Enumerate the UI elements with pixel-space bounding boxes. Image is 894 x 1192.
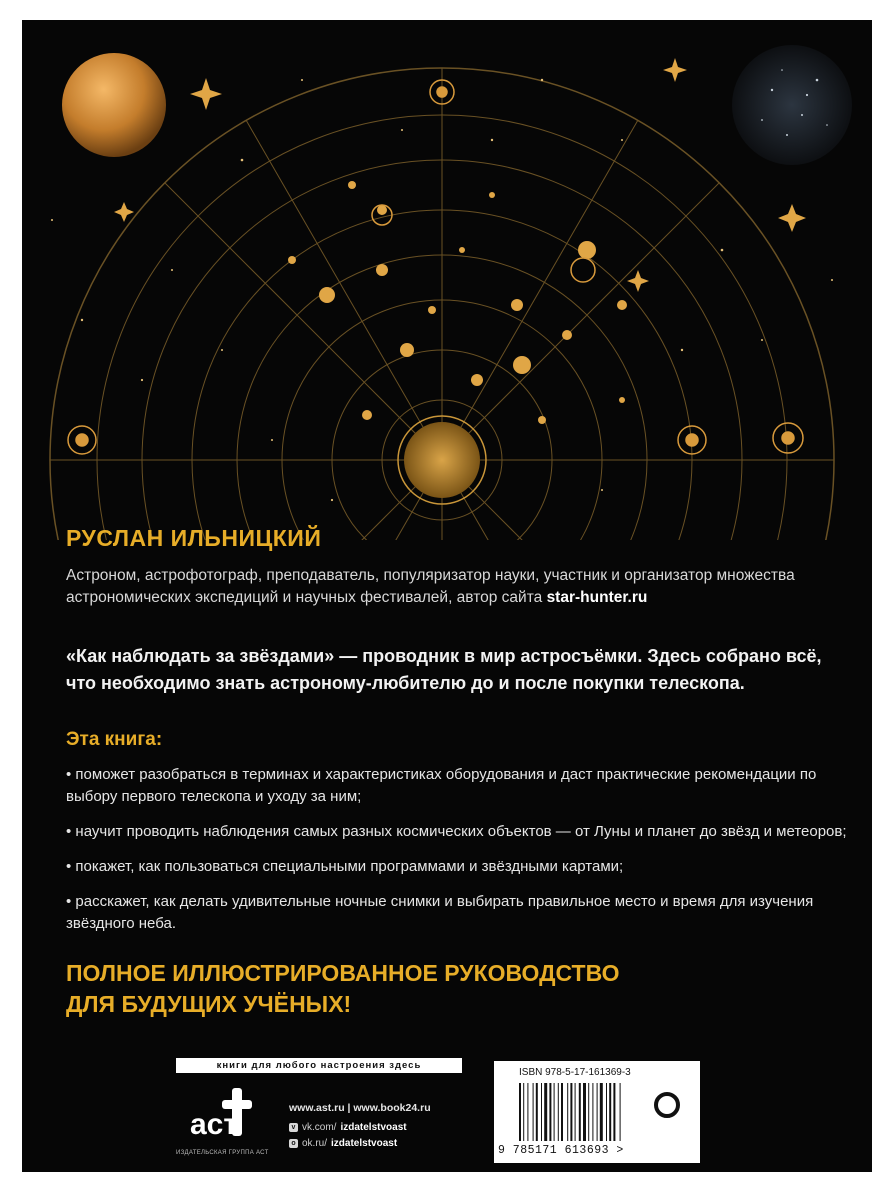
- planet-orange: [62, 53, 166, 157]
- publisher-caption: ИЗДАТЕЛЬСКАЯ ГРУППА АСТ: [176, 1150, 269, 1156]
- author-bio-text: Астроном, астрофотограф, преподаватель, популяризатор науки, участник и организатор множества астрономических экспедиций и научных фестивалей, автор сайта: [66, 567, 795, 606]
- tagline-line-1: ПОЛНОЕ ИЛЛЮСТРИРОВАННОЕ РУКОВОДСТВО: [66, 960, 620, 986]
- svg-text:аст: аст: [190, 1108, 239, 1141]
- ast-logo: [188, 1086, 260, 1148]
- author-name: РУСЛАН ИЛЬНИЦКИЙ: [66, 525, 322, 551]
- book-heading: Эта книга:: [66, 729, 163, 750]
- feature-item: • поможет разобраться в терминах и характеристиках оборудования и даст практические рекомендации по выбору первого телескопа и уходу за ним;: [66, 766, 817, 805]
- feature-list: [66, 764, 856, 948]
- feature-item: • научит проводить наблюдения самых разных космических объектов — от Луны и планет до звёзд и метеоров;: [66, 823, 847, 840]
- nebula-disc: [732, 45, 852, 165]
- book-back-cover: [22, 20, 872, 1172]
- book-description: «Как наблюдать за звёздами» — проводник в мир астросъёмки. Здесь собрано всё, что необходимо знать астроному-любителю до и после покупки телескопа.: [66, 646, 822, 693]
- feature-item: • расскажет, как делать удивительные ночные снимки и выбирать правильное место и время для изучения звёздного неба.: [66, 893, 814, 932]
- publisher-websites[interactable]: www.ast.ru | www.book24.ru: [289, 1102, 431, 1114]
- age-rating-ring-icon: [654, 1092, 680, 1118]
- barcode: [519, 1083, 649, 1141]
- tagline-line-2: ДЛЯ БУДУЩИХ УЧЁНЫХ!: [66, 991, 352, 1017]
- author-bio: [66, 565, 836, 609]
- feature-item: • покажет, как пользоваться специальными программами и звёздными картами;: [66, 858, 624, 875]
- ok-link[interactable]: [289, 1138, 397, 1149]
- barcode-digits: 9 785171 613693 >: [498, 1144, 624, 1157]
- publisher-slogan: книги для любого настроения здесь: [176, 1058, 462, 1073]
- publisher-block: [176, 1058, 462, 1163]
- tagline: [66, 958, 620, 1020]
- ok-handle: izdatelstvoast: [331, 1138, 398, 1149]
- vk-handle: izdatelstvoast: [340, 1122, 407, 1133]
- ok-prefix: ok.ru/: [302, 1138, 328, 1149]
- vk-icon: v: [289, 1123, 298, 1132]
- star-map-illustration: [22, 20, 872, 540]
- vk-prefix: vk.com/: [302, 1122, 337, 1133]
- isbn-text: ISBN 978-5-17-161369-3: [519, 1067, 631, 1078]
- ok-icon: o: [289, 1139, 298, 1148]
- barcode-panel: [494, 1061, 700, 1163]
- vk-link[interactable]: [289, 1122, 407, 1133]
- author-website: star-hunter.ru: [546, 589, 648, 606]
